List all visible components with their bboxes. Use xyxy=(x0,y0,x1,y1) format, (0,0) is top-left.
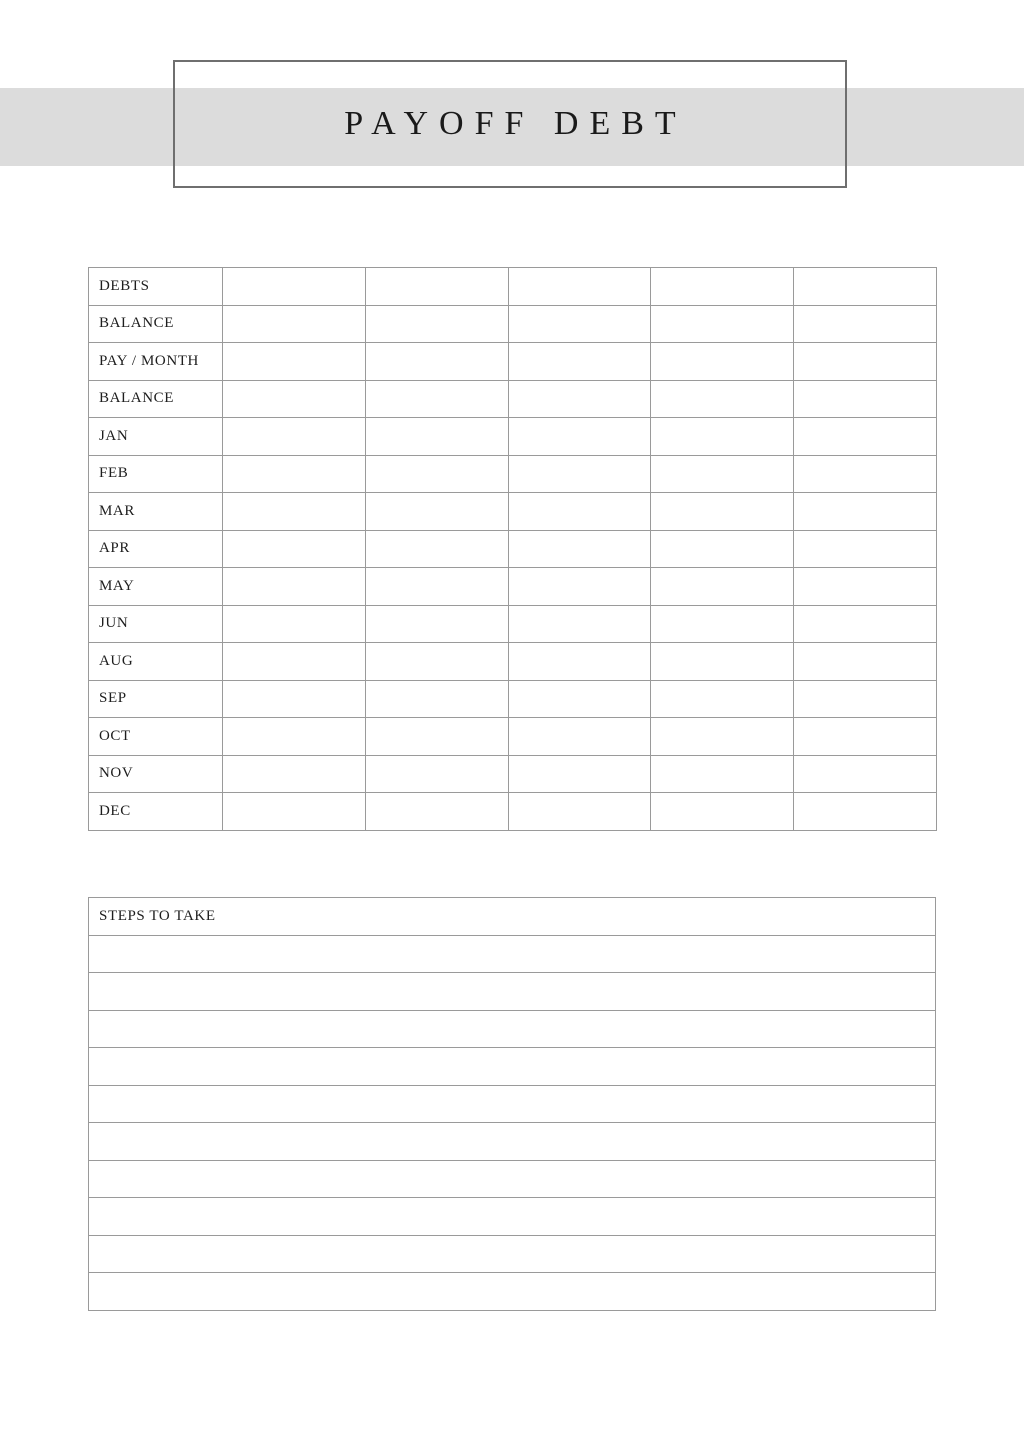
debt-cell-13-1[interactable] xyxy=(365,755,508,793)
table-row xyxy=(89,1010,936,1048)
row-label-jun: JUN xyxy=(89,605,223,643)
table-row xyxy=(89,898,936,936)
debt-cell-9-1[interactable] xyxy=(365,605,508,643)
debt-cell-14-3[interactable] xyxy=(651,793,794,831)
debt-cell-12-0[interactable] xyxy=(223,718,366,756)
steps-line-8[interactable] xyxy=(89,1198,936,1236)
debt-cell-11-2[interactable] xyxy=(508,680,651,718)
steps-line-7[interactable] xyxy=(89,1160,936,1198)
debt-cell-3-0[interactable] xyxy=(223,380,366,418)
debt-table xyxy=(88,267,937,831)
debt-cell-3-4[interactable] xyxy=(794,380,937,418)
debt-cell-14-4[interactable] xyxy=(794,793,937,831)
table-row xyxy=(89,680,937,718)
row-label-nov: NOV xyxy=(89,755,223,793)
debt-cell-0-1[interactable] xyxy=(365,268,508,306)
page-title: PAYOFF DEBT xyxy=(344,105,687,142)
table-row xyxy=(89,1235,936,1273)
table-row xyxy=(89,935,936,973)
table-row xyxy=(89,343,937,381)
debt-cell-13-4[interactable] xyxy=(794,755,937,793)
debt-cell-9-4[interactable] xyxy=(794,605,937,643)
debt-cell-2-3[interactable] xyxy=(651,343,794,381)
row-label-may: MAY xyxy=(89,568,223,606)
debt-cell-10-3[interactable] xyxy=(651,643,794,681)
debt-cell-8-1[interactable] xyxy=(365,568,508,606)
debt-cell-10-4[interactable] xyxy=(794,643,937,681)
steps-to-take-table xyxy=(88,897,936,1311)
debt-cell-8-3[interactable] xyxy=(651,568,794,606)
debt-cell-1-4[interactable] xyxy=(794,305,937,343)
debt-cell-7-3[interactable] xyxy=(651,530,794,568)
debt-cell-5-2[interactable] xyxy=(508,455,651,493)
row-label-dec: DEC xyxy=(89,793,223,831)
row-label-apr: APR xyxy=(89,530,223,568)
steps-line-1[interactable] xyxy=(89,935,936,973)
debt-cell-2-2[interactable] xyxy=(508,343,651,381)
debt-cell-10-2[interactable] xyxy=(508,643,651,681)
debt-cell-9-3[interactable] xyxy=(651,605,794,643)
debt-cell-12-4[interactable] xyxy=(794,718,937,756)
debt-cell-11-1[interactable] xyxy=(365,680,508,718)
page-title-box xyxy=(173,60,847,188)
table-row xyxy=(89,418,937,456)
debt-cell-6-1[interactable] xyxy=(365,493,508,531)
debt-cell-1-1[interactable] xyxy=(365,305,508,343)
debt-cell-0-3[interactable] xyxy=(651,268,794,306)
debt-cell-3-2[interactable] xyxy=(508,380,651,418)
debt-cell-0-0[interactable] xyxy=(223,268,366,306)
table-row xyxy=(89,755,937,793)
debt-cell-5-3[interactable] xyxy=(651,455,794,493)
steps-line-3[interactable] xyxy=(89,1010,936,1048)
debt-cell-5-1[interactable] xyxy=(365,455,508,493)
debt-cell-1-3[interactable] xyxy=(651,305,794,343)
table-row xyxy=(89,605,937,643)
table-row xyxy=(89,1048,936,1086)
row-label-pay-per-month: PAY / MONTH xyxy=(89,343,223,381)
table-row xyxy=(89,973,936,1011)
row-label-balance-1: BALANCE xyxy=(89,305,223,343)
steps-table-body xyxy=(89,898,936,1311)
debt-cell-6-3[interactable] xyxy=(651,493,794,531)
debt-cell-4-2[interactable] xyxy=(508,418,651,456)
steps-line-6[interactable] xyxy=(89,1123,936,1161)
debt-cell-12-3[interactable] xyxy=(651,718,794,756)
table-row xyxy=(89,493,937,531)
table-row xyxy=(89,455,937,493)
debt-cell-1-0[interactable] xyxy=(223,305,366,343)
debt-cell-9-2[interactable] xyxy=(508,605,651,643)
debt-cell-2-1[interactable] xyxy=(365,343,508,381)
table-row xyxy=(89,1198,936,1236)
table-row xyxy=(89,1160,936,1198)
debt-cell-6-2[interactable] xyxy=(508,493,651,531)
debt-cell-13-3[interactable] xyxy=(651,755,794,793)
debt-cell-5-4[interactable] xyxy=(794,455,937,493)
debt-cell-5-0[interactable] xyxy=(223,455,366,493)
table-row xyxy=(89,1123,936,1161)
debt-cell-10-0[interactable] xyxy=(223,643,366,681)
table-row xyxy=(89,305,937,343)
table-row xyxy=(89,380,937,418)
debt-table-body xyxy=(89,268,937,831)
debt-cell-6-4[interactable] xyxy=(794,493,937,531)
row-label-jan: JAN xyxy=(89,418,223,456)
row-label-feb: FEB xyxy=(89,455,223,493)
debt-cell-10-1[interactable] xyxy=(365,643,508,681)
debt-cell-6-0[interactable] xyxy=(223,493,366,531)
debt-cell-7-4[interactable] xyxy=(794,530,937,568)
debt-cell-2-4[interactable] xyxy=(794,343,937,381)
steps-heading: STEPS TO TAKE xyxy=(89,898,936,936)
debt-cell-7-2[interactable] xyxy=(508,530,651,568)
table-row xyxy=(89,718,937,756)
debt-cell-12-1[interactable] xyxy=(365,718,508,756)
debt-cell-14-0[interactable] xyxy=(223,793,366,831)
row-label-sep: SEP xyxy=(89,680,223,718)
steps-line-9[interactable] xyxy=(89,1235,936,1273)
row-label-aug: AUG xyxy=(89,643,223,681)
row-label-debts: DEBTS xyxy=(89,268,223,306)
row-label-mar: MAR xyxy=(89,493,223,531)
row-label-balance-2: BALANCE xyxy=(89,380,223,418)
debt-cell-3-3[interactable] xyxy=(651,380,794,418)
table-row xyxy=(89,643,937,681)
debt-cell-13-0[interactable] xyxy=(223,755,366,793)
debt-cell-7-1[interactable] xyxy=(365,530,508,568)
debt-cell-14-2[interactable] xyxy=(508,793,651,831)
table-row xyxy=(89,793,937,831)
debt-cell-9-0[interactable] xyxy=(223,605,366,643)
table-row xyxy=(89,1085,936,1123)
debt-cell-4-0[interactable] xyxy=(223,418,366,456)
debt-cell-13-2[interactable] xyxy=(508,755,651,793)
debt-cell-0-2[interactable] xyxy=(508,268,651,306)
table-row xyxy=(89,568,937,606)
row-label-oct: OCT xyxy=(89,718,223,756)
debt-cell-0-4[interactable] xyxy=(794,268,937,306)
steps-line-5[interactable] xyxy=(89,1085,936,1123)
debt-cell-4-1[interactable] xyxy=(365,418,508,456)
debt-cell-12-2[interactable] xyxy=(508,718,651,756)
debt-cell-8-2[interactable] xyxy=(508,568,651,606)
steps-line-4[interactable] xyxy=(89,1048,936,1086)
debt-cell-11-3[interactable] xyxy=(651,680,794,718)
debt-cell-4-3[interactable] xyxy=(651,418,794,456)
debt-cell-8-4[interactable] xyxy=(794,568,937,606)
debt-cell-11-0[interactable] xyxy=(223,680,366,718)
debt-cell-7-0[interactable] xyxy=(223,530,366,568)
table-row xyxy=(89,1273,936,1311)
steps-line-2[interactable] xyxy=(89,973,936,1011)
steps-line-10[interactable] xyxy=(89,1273,936,1311)
debt-cell-14-1[interactable] xyxy=(365,793,508,831)
debt-cell-2-0[interactable] xyxy=(223,343,366,381)
debt-cell-1-2[interactable] xyxy=(508,305,651,343)
debt-cell-11-4[interactable] xyxy=(794,680,937,718)
debt-cell-3-1[interactable] xyxy=(365,380,508,418)
table-row xyxy=(89,268,937,306)
table-row xyxy=(89,530,937,568)
debt-cell-8-0[interactable] xyxy=(223,568,366,606)
debt-cell-4-4[interactable] xyxy=(794,418,937,456)
